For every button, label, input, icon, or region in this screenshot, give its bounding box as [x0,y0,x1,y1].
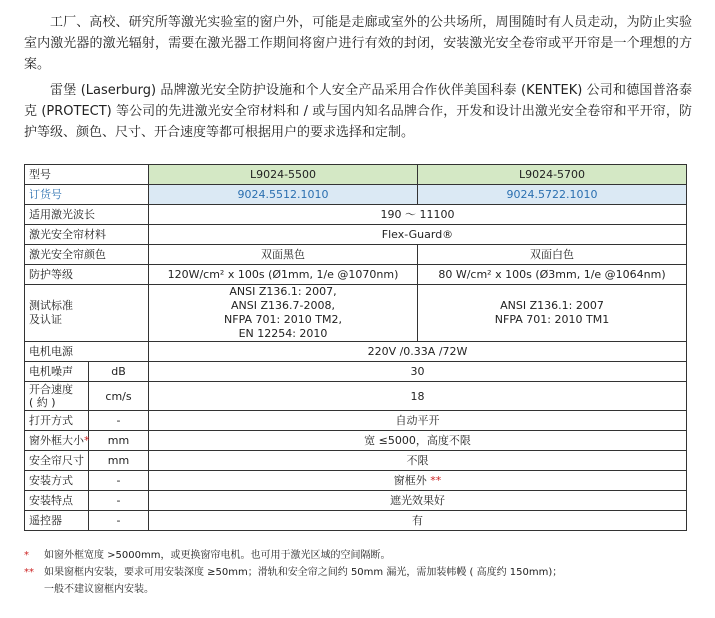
install-unit: - [89,471,149,491]
speed-value: 18 [149,382,687,411]
order-number-a: 9024.5512.1010 [149,185,418,205]
color-a: 双面黑色 [149,245,418,265]
footnote-2 [24,564,692,581]
intro-paragraph-2: 雷堡 (Laserburg) 品牌激光安全防护设施和个人安全产品采用合作伙伴美国科泰 (KENTEK) 公司和德国普洛泰克 (PROTECT) 等公司的先进激光安全帘材料和 / 或与国内知名品牌合作，开发和设计出激光安全卷帘和平开帘，防护等级、颜色、尺寸、开合速度等都可根据用户的要求选择和定制。 [24,83,692,140]
color-label: 激光安全帘颜色 [25,245,149,265]
protection-a: 120W/cm² x 100s (Ø1mm, 1/e @1070nm) [149,265,418,285]
frame-label-cell [25,431,89,451]
wavelength-value: 190 ～ 11100 [149,205,687,225]
order-label: 订货号 [25,185,149,205]
material-label: 激光安全帘材料 [25,225,149,245]
table-row [25,431,687,451]
footnote-1 [24,547,692,564]
feature-label: 安装特点 [25,491,89,511]
install-value-cell [149,471,687,491]
standard-label: 测试标准 及认证 [25,285,149,342]
feature-value: 遮光效果好 [149,491,687,511]
standard-a: ANSI Z136.1: 2007, ANSI Z136.7-2008, NFPA 701: 2010 TM2, EN 12254: 2010 [149,285,418,342]
footnote-1-marker: * [24,550,29,561]
power-label: 电机电源 [25,342,149,362]
order-number-b: 9024.5722.1010 [418,185,687,205]
curtain-unit: mm [89,451,149,471]
table-row [25,471,687,491]
noise-value: 30 [149,362,687,382]
protection-b: 80 W/cm² x 100s (Ø3mm, 1/e @1064nm) [418,265,687,285]
footnote-2-text-continued: 一般不建议窗框内安装。 [44,584,154,595]
table-row [25,225,687,245]
table-row [25,342,687,362]
table-row [25,185,687,205]
model-b: L9024-5700 [418,165,687,185]
table-row [25,362,687,382]
install-label: 安装方式 [25,471,89,491]
remote-unit: - [89,511,149,531]
frame-label: 窗外框大小 [29,434,84,447]
intro-paragraph-1: 工厂、高校、研究所等激光实验室的窗户外，可能是走廊或室外的公共场所，周围随时有人员走动，为防止实验室内激光器的激光辐射，需要在激光器工作期间将窗户进行有效的封闭，安装激光安全卷帘或平开帘是一个理想的方案。 [24,15,692,72]
table-row [25,451,687,471]
table-row [25,165,687,185]
curtain-value: 不限 [149,451,687,471]
protection-label: 防护等级 [25,265,149,285]
model-a: L9024-5500 [149,165,418,185]
power-value: 220V /0.33A /72W [149,342,687,362]
footnote-2-continued [24,581,692,598]
table-row [25,511,687,531]
table-row [25,245,687,265]
curtain-label: 安全帘尺寸 [25,451,89,471]
install-footnote-marker: ** [430,474,442,487]
speed-label: 开合速度 ( 約 ) [25,382,89,411]
footnote-2-text: 如果窗框内安装，要求可用安装深度 ≥50mm；滑轨和安全帘之间约 50mm 漏光，需加装帏幔 ( 高度约 150mm)； [44,567,563,578]
table-row [25,285,687,342]
material-value: Flex-Guard® [149,225,687,245]
open-unit: - [89,411,149,431]
noise-label: 电机噪声 [25,362,89,382]
standard-b: ANSI Z136.1: 2007 NFPA 701: 2010 TM1 [418,285,687,342]
wavelength-label: 适用激光波长 [25,205,149,225]
table-row [25,411,687,431]
color-b: 双面白色 [418,245,687,265]
install-value: 窗框外 [393,474,427,487]
frame-value: 宽 ≤5000，高度不限 [149,431,687,451]
table-row [25,265,687,285]
table-row [25,382,687,411]
model-label: 型号 [25,165,149,185]
footnote-1-text: 如窗外框宽度 >5000mm，或更换窗帘电机。也可用于激光区域的空间隔断。 [44,550,391,561]
noise-unit: dB [89,362,149,382]
frame-unit: mm [89,431,149,451]
frame-footnote-marker: * [84,434,90,447]
spec-table [24,164,687,531]
open-label: 打开方式 [25,411,89,431]
speed-unit: cm/s [89,382,149,411]
table-row [25,205,687,225]
footnote-2-marker: ** [24,567,34,578]
feature-unit: - [89,491,149,511]
remote-label: 遥控器 [25,511,89,531]
footnotes [24,547,692,598]
remote-value: 有 [149,511,687,531]
table-row [25,491,687,511]
open-value: 自动平开 [149,411,687,431]
